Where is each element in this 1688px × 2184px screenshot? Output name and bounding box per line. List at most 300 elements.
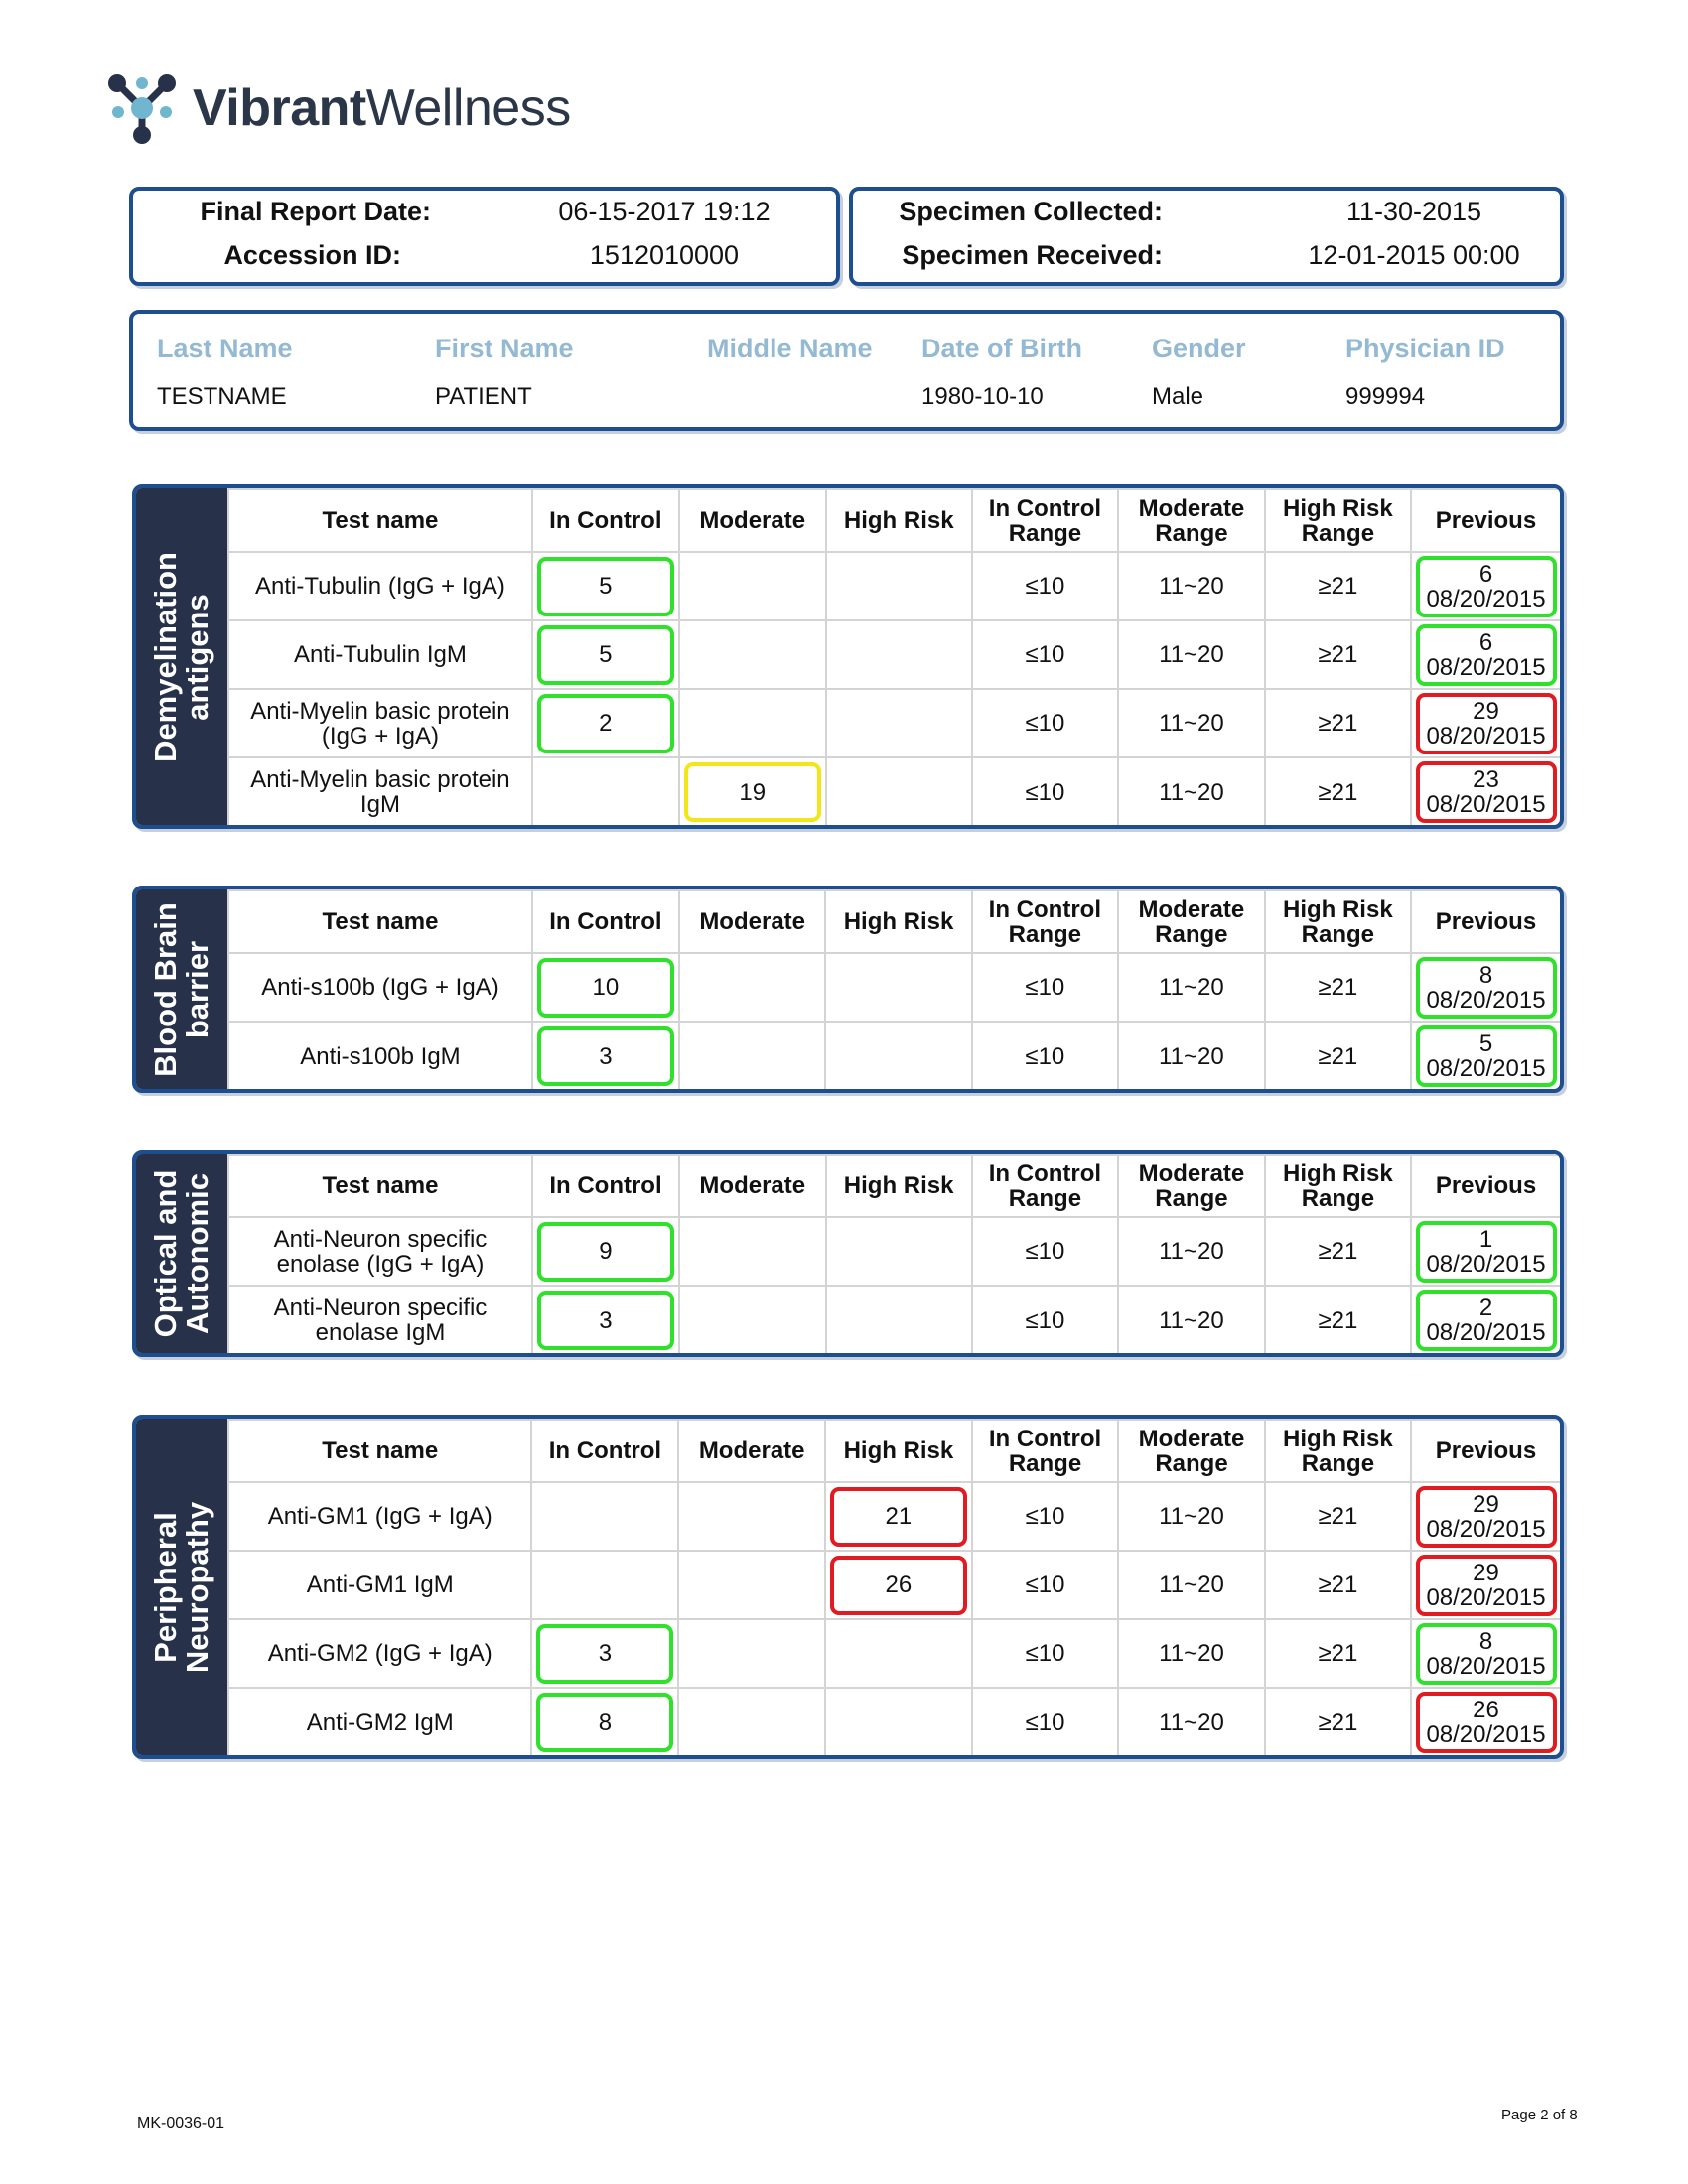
gender-header: Gender bbox=[1152, 334, 1246, 363]
header-in-control-text: In Control bbox=[549, 908, 662, 935]
previous-date: 08/20/2015 bbox=[1426, 1250, 1546, 1278]
high-risk-range-cell-text: ≥21 bbox=[1318, 573, 1358, 600]
panel-category-sidebar bbox=[136, 1154, 227, 1353]
moderate-range-cell bbox=[1118, 757, 1265, 826]
panel-title-line1: Demyelination bbox=[148, 551, 183, 762]
in-control-range-cell bbox=[972, 1217, 1118, 1286]
previous-date: 08/20/2015 bbox=[1426, 1652, 1546, 1680]
panel-category-sidebar bbox=[136, 1419, 227, 1755]
high-risk-range-cell bbox=[1265, 1688, 1411, 1756]
table-row bbox=[228, 552, 1560, 620]
moderate-cell bbox=[679, 552, 826, 620]
high-risk-cell bbox=[825, 1022, 971, 1090]
high-risk-cell bbox=[826, 689, 972, 757]
in-control-cell bbox=[532, 1286, 679, 1354]
table-row bbox=[228, 689, 1560, 757]
in-control-range-cell-text: ≤10 bbox=[1025, 641, 1065, 668]
result-value-box bbox=[684, 762, 821, 822]
previous-result-box bbox=[1416, 1555, 1557, 1616]
moderate-range-cell-text: 11~20 bbox=[1159, 1640, 1224, 1667]
logo-mark-icon bbox=[105, 71, 179, 145]
result-value: 21 bbox=[885, 1503, 913, 1530]
result-value: 3 bbox=[599, 1042, 613, 1070]
moderate-cell bbox=[679, 620, 826, 689]
header-high-risk-range-text: Range bbox=[1301, 1184, 1375, 1212]
header-in-control-range bbox=[972, 489, 1118, 552]
previous-date: 08/20/2015 bbox=[1426, 585, 1546, 613]
previous-cell bbox=[1411, 552, 1560, 620]
results-table bbox=[227, 1419, 1560, 1756]
brand-name: VibrantWellness bbox=[193, 79, 571, 137]
test-name-line1: Anti-Tubulin (IgG + IgA) bbox=[254, 573, 505, 600]
high-risk-cell bbox=[825, 1551, 972, 1619]
previous-cell bbox=[1411, 1619, 1560, 1688]
moderate-range-cell bbox=[1118, 1286, 1265, 1354]
result-value: 8 bbox=[598, 1708, 613, 1736]
table-row bbox=[228, 620, 1560, 689]
results-table bbox=[227, 1154, 1560, 1354]
panel-title-line2: barrier bbox=[180, 940, 214, 1038]
in-control-cell bbox=[532, 1217, 679, 1286]
test-name-line1: Anti-Neuron specific bbox=[273, 1225, 488, 1253]
moderate-range-cell bbox=[1118, 689, 1265, 757]
test-name-cell bbox=[228, 620, 532, 689]
moderate-cell bbox=[679, 689, 826, 757]
result-value-box bbox=[537, 625, 674, 685]
header-moderate-text: Moderate bbox=[699, 507, 806, 534]
results-table bbox=[227, 889, 1560, 1090]
previous-result-box bbox=[1416, 957, 1557, 1019]
previous-date: 08/20/2015 bbox=[1426, 1583, 1546, 1611]
header-previous bbox=[1411, 890, 1560, 953]
result-value: 2 bbox=[599, 710, 613, 737]
panel-title-line2: antigens bbox=[180, 593, 214, 721]
header-in-control-range-text: In Control bbox=[988, 1425, 1102, 1452]
in-control-cell bbox=[532, 757, 679, 826]
previous-result-box bbox=[1416, 1486, 1557, 1548]
panel-category-title bbox=[150, 1501, 213, 1672]
header-in-control-range-text: Range bbox=[1008, 519, 1082, 547]
previous-value: 2 bbox=[1478, 1295, 1493, 1321]
header-moderate-range-text: Range bbox=[1155, 1449, 1228, 1477]
last-name-value: TESTNAME bbox=[157, 383, 287, 410]
previous-cell bbox=[1411, 1217, 1560, 1286]
panel-category-title bbox=[150, 1169, 213, 1337]
header-previous-text: Previous bbox=[1435, 507, 1537, 534]
in-control-range-cell bbox=[972, 689, 1118, 757]
high-risk-range-cell bbox=[1265, 552, 1411, 620]
in-control-range-cell-text: ≤10 bbox=[1025, 1640, 1065, 1667]
moderate-range-cell-text: 11~20 bbox=[1159, 1238, 1224, 1265]
result-value: 26 bbox=[885, 1571, 913, 1598]
header-high-risk-range-text: High Risk bbox=[1283, 1160, 1393, 1187]
test-name-line1: Anti-GM1 IgM bbox=[306, 1571, 454, 1598]
panel-title-line1: Optical and bbox=[148, 1169, 183, 1337]
accession-id-value: 1512010000 bbox=[589, 240, 740, 270]
table-header-row bbox=[228, 1420, 1560, 1482]
header-previous bbox=[1411, 1420, 1560, 1482]
result-value-box bbox=[537, 1026, 674, 1086]
physician-id-value: 999994 bbox=[1345, 383, 1426, 410]
previous-cell bbox=[1411, 1482, 1560, 1551]
results-table bbox=[227, 488, 1560, 826]
date-of-birth-value: 1980-10-10 bbox=[921, 383, 1044, 410]
page-number: Page 2 of 8 bbox=[1501, 2107, 1578, 2123]
header-in-control bbox=[532, 1155, 679, 1217]
moderate-range-cell-text: 11~20 bbox=[1159, 641, 1224, 668]
test-name-line1: Anti-GM2 IgM bbox=[306, 1708, 454, 1736]
results-panel bbox=[132, 886, 1564, 1093]
header-high-risk bbox=[825, 890, 971, 953]
moderate-cell bbox=[679, 1217, 826, 1286]
in-control-cell bbox=[532, 953, 679, 1022]
moderate-range-cell bbox=[1118, 552, 1265, 620]
moderate-cell bbox=[679, 953, 826, 1022]
result-value-box bbox=[537, 1222, 674, 1282]
in-control-range-cell-text: ≤10 bbox=[1025, 1571, 1065, 1598]
header-moderate bbox=[679, 1155, 826, 1217]
header-previous bbox=[1411, 489, 1560, 552]
in-control-cell bbox=[532, 620, 679, 689]
previous-value: 1 bbox=[1478, 1225, 1493, 1253]
moderate-cell bbox=[679, 1022, 826, 1090]
moderate-range-cell-text: 11~20 bbox=[1159, 1571, 1224, 1598]
previous-date: 08/20/2015 bbox=[1426, 1319, 1546, 1346]
in-control-range-cell bbox=[972, 1619, 1118, 1688]
high-risk-range-cell bbox=[1265, 620, 1411, 689]
result-value: 3 bbox=[599, 1306, 613, 1334]
header-in-control-range-text: In Control bbox=[988, 494, 1102, 522]
header-high-risk-range-text: High Risk bbox=[1283, 1425, 1393, 1452]
moderate-cell bbox=[678, 1619, 825, 1688]
previous-date: 08/20/2015 bbox=[1426, 1721, 1546, 1748]
specimen-info-box bbox=[849, 187, 1564, 286]
header-in-control-range bbox=[972, 890, 1118, 953]
moderate-range-cell-text: 11~20 bbox=[1159, 710, 1224, 737]
in-control-cell bbox=[531, 1619, 678, 1688]
moderate-range-cell-text: 11~20 bbox=[1159, 778, 1224, 806]
panel-category-sidebar bbox=[136, 889, 227, 1089]
in-control-range-cell-text: ≤10 bbox=[1025, 1503, 1065, 1530]
header-in-control-text: In Control bbox=[549, 1172, 662, 1199]
test-name-line1: Anti-GM2 (IgG + IgA) bbox=[267, 1640, 492, 1667]
high-risk-range-cell bbox=[1265, 1551, 1411, 1619]
high-risk-range-cell bbox=[1265, 757, 1411, 826]
panel-title-line2: Neuropathy bbox=[180, 1501, 214, 1673]
header-moderate bbox=[679, 890, 826, 953]
panel-category-title bbox=[150, 902, 213, 1077]
previous-value: 29 bbox=[1473, 697, 1499, 725]
test-name-line2: enolase (IgG + IgA) bbox=[276, 1250, 485, 1278]
high-risk-range-cell bbox=[1265, 1286, 1411, 1354]
header-moderate-range bbox=[1118, 890, 1265, 953]
header-in-control-range-text: In Control bbox=[988, 895, 1101, 923]
header-high-risk-range bbox=[1265, 1420, 1411, 1482]
results-panel bbox=[132, 1415, 1564, 1759]
previous-value: 6 bbox=[1478, 560, 1493, 588]
header-high-risk-range bbox=[1265, 1155, 1411, 1217]
header-in-control-range-text: Range bbox=[1008, 1449, 1082, 1477]
table-row bbox=[228, 1619, 1560, 1688]
previous-result-box bbox=[1416, 556, 1557, 617]
previous-result-box bbox=[1416, 1692, 1557, 1753]
header-in-control-text: In Control bbox=[549, 507, 662, 534]
previous-cell bbox=[1411, 757, 1560, 826]
header-in-control bbox=[531, 1420, 678, 1482]
final-report-date-label: Final Report Date: bbox=[200, 197, 431, 226]
test-name-cell bbox=[228, 552, 532, 620]
previous-value: 29 bbox=[1473, 1490, 1499, 1518]
high-risk-cell bbox=[825, 1619, 972, 1688]
high-risk-cell bbox=[826, 620, 972, 689]
header-high-risk bbox=[826, 1155, 972, 1217]
high-risk-range-cell-text: ≥21 bbox=[1318, 641, 1358, 668]
first-name-value: PATIENT bbox=[435, 383, 532, 410]
header-high-risk-range-text: Range bbox=[1301, 920, 1375, 948]
first-name-header: First Name bbox=[435, 334, 574, 363]
high-risk-range-cell bbox=[1265, 1022, 1411, 1090]
middle-name-header: Middle Name bbox=[707, 334, 873, 363]
header-previous-text: Previous bbox=[1435, 1437, 1537, 1464]
moderate-range-cell bbox=[1118, 1551, 1265, 1619]
previous-date: 08/20/2015 bbox=[1426, 722, 1546, 750]
specimen-collected-label: Specimen Collected: bbox=[899, 197, 1163, 226]
previous-cell bbox=[1411, 953, 1560, 1022]
in-control-range-cell bbox=[972, 1286, 1118, 1354]
table-header-row bbox=[228, 1155, 1560, 1217]
high-risk-range-cell bbox=[1265, 1619, 1411, 1688]
header-in-control-range-text: In Control bbox=[988, 1160, 1102, 1187]
result-value: 9 bbox=[599, 1238, 613, 1265]
in-control-range-cell bbox=[972, 1688, 1118, 1756]
test-name-cell bbox=[228, 757, 532, 826]
header-moderate-text: Moderate bbox=[699, 1172, 806, 1199]
moderate-cell bbox=[679, 1286, 826, 1354]
header-in-control-text: In Control bbox=[548, 1437, 662, 1464]
high-risk-range-cell bbox=[1265, 689, 1411, 757]
header-in-control-range-text: Range bbox=[1008, 920, 1081, 948]
header-in-control-range bbox=[972, 1420, 1118, 1482]
header-in-control-range-text: Range bbox=[1008, 1184, 1082, 1212]
panel-title-line1: Blood Brain bbox=[148, 901, 183, 1077]
result-value-box bbox=[830, 1487, 967, 1547]
header-previous-text: Previous bbox=[1435, 908, 1537, 935]
test-name-line2: IgM bbox=[359, 791, 400, 818]
previous-cell bbox=[1411, 1551, 1560, 1619]
header-moderate-range-text: Moderate bbox=[1138, 494, 1245, 522]
table-row bbox=[228, 953, 1560, 1022]
result-value: 10 bbox=[592, 974, 620, 1001]
high-risk-range-cell-text: ≥21 bbox=[1318, 1042, 1358, 1070]
header-high-risk-text: High Risk bbox=[843, 1172, 954, 1199]
in-control-cell bbox=[532, 1022, 679, 1090]
in-control-range-cell-text: ≤10 bbox=[1025, 1708, 1065, 1736]
test-name-cell bbox=[228, 953, 532, 1022]
in-control-range-cell bbox=[972, 552, 1118, 620]
header-test-name-text: Test name bbox=[322, 908, 439, 935]
in-control-range-cell bbox=[972, 1022, 1118, 1090]
high-risk-range-cell-text: ≥21 bbox=[1318, 1306, 1358, 1334]
previous-cell bbox=[1411, 689, 1560, 757]
report-info-box bbox=[129, 187, 840, 286]
result-value-box bbox=[536, 1624, 673, 1684]
test-name-line1: Anti-Neuron specific bbox=[273, 1295, 488, 1321]
high-risk-cell bbox=[826, 1286, 972, 1354]
previous-date: 08/20/2015 bbox=[1426, 1515, 1546, 1543]
result-value-box bbox=[830, 1556, 967, 1615]
test-name-cell bbox=[228, 1482, 531, 1551]
header-moderate-range-text: Moderate bbox=[1138, 895, 1245, 923]
specimen-collected-value: 11-30-2015 bbox=[1345, 197, 1482, 226]
moderate-range-cell bbox=[1118, 1619, 1265, 1688]
test-name-line1: Anti-Tubulin IgM bbox=[294, 641, 467, 668]
moderate-range-cell-text: 11~20 bbox=[1159, 1708, 1224, 1736]
previous-cell bbox=[1411, 1688, 1560, 1756]
previous-value: 5 bbox=[1478, 1030, 1493, 1057]
test-name-cell bbox=[228, 1619, 531, 1688]
moderate-range-cell-text: 11~20 bbox=[1159, 573, 1224, 600]
previous-value: 23 bbox=[1473, 766, 1499, 793]
result-value-box bbox=[536, 1693, 673, 1752]
header-test-name bbox=[228, 1420, 531, 1482]
date-of-birth-header: Date of Birth bbox=[921, 334, 1082, 363]
previous-result-box bbox=[1416, 1623, 1557, 1685]
in-control-range-cell-text: ≤10 bbox=[1025, 974, 1065, 1001]
specimen-received-label: Specimen Received: bbox=[902, 240, 1163, 270]
in-control-range-cell bbox=[972, 953, 1118, 1022]
header-moderate-range-text: Range bbox=[1155, 519, 1228, 547]
header-moderate-range-text: Range bbox=[1155, 1184, 1228, 1212]
previous-result-box bbox=[1416, 624, 1557, 686]
header-high-risk-range bbox=[1265, 489, 1411, 552]
test-name-cell bbox=[228, 1551, 531, 1619]
moderate-range-cell bbox=[1118, 1688, 1265, 1756]
previous-date: 08/20/2015 bbox=[1426, 791, 1546, 818]
header-moderate bbox=[679, 489, 826, 552]
in-control-range-cell bbox=[972, 1482, 1118, 1551]
moderate-range-cell bbox=[1118, 953, 1265, 1022]
header-previous-text: Previous bbox=[1435, 1172, 1537, 1199]
previous-value: 29 bbox=[1473, 1559, 1499, 1586]
result-value: 3 bbox=[598, 1640, 613, 1667]
header-test-name bbox=[228, 489, 532, 552]
header-moderate-range bbox=[1118, 1420, 1265, 1482]
accession-id-label: Accession ID: bbox=[223, 240, 401, 270]
header-moderate-range bbox=[1118, 1155, 1265, 1217]
high-risk-range-cell bbox=[1265, 1217, 1411, 1286]
in-control-range-cell-text: ≤10 bbox=[1025, 573, 1065, 600]
previous-result-box bbox=[1416, 1025, 1557, 1087]
table-row bbox=[228, 1022, 1560, 1090]
test-name-line1: Anti-GM1 (IgG + IgA) bbox=[267, 1503, 492, 1530]
previous-result-box bbox=[1416, 1221, 1557, 1283]
header-high-risk-range-text: High Risk bbox=[1282, 895, 1393, 923]
panel-category-sidebar bbox=[136, 488, 227, 825]
test-name-cell bbox=[228, 1217, 532, 1286]
in-control-range-cell bbox=[972, 757, 1118, 826]
header-high-risk-text: High Risk bbox=[843, 908, 954, 935]
test-name-line1: Anti-s100b IgM bbox=[300, 1042, 461, 1070]
header-high-risk bbox=[826, 489, 972, 552]
test-name-cell bbox=[228, 689, 532, 757]
moderate-range-cell bbox=[1118, 1217, 1265, 1286]
header-test-name-text: Test name bbox=[322, 1172, 439, 1199]
in-control-range-cell bbox=[972, 620, 1118, 689]
panel-title-line1: Peripheral bbox=[148, 1511, 183, 1663]
header-moderate-range bbox=[1118, 489, 1265, 552]
high-risk-range-cell-text: ≥21 bbox=[1318, 778, 1358, 806]
previous-cell bbox=[1411, 1286, 1560, 1354]
previous-cell bbox=[1411, 620, 1560, 689]
results-panel bbox=[132, 484, 1564, 829]
header-moderate-range-text: Range bbox=[1155, 920, 1228, 948]
header-high-risk bbox=[825, 1420, 972, 1482]
result-value: 5 bbox=[599, 641, 613, 668]
header-high-risk-range-text: Range bbox=[1301, 519, 1375, 547]
moderate-range-cell-text: 11~20 bbox=[1159, 1306, 1224, 1334]
header-high-risk-range-text: High Risk bbox=[1283, 494, 1393, 522]
in-control-range-cell-text: ≤10 bbox=[1025, 1238, 1065, 1265]
panel-category-title bbox=[150, 552, 213, 762]
panel-title-line2: Autonomic bbox=[180, 1172, 214, 1334]
header-previous bbox=[1411, 1155, 1560, 1217]
moderate-cell bbox=[678, 1482, 825, 1551]
header-in-control bbox=[532, 890, 679, 953]
in-control-range-cell-text: ≤10 bbox=[1025, 1306, 1065, 1334]
high-risk-range-cell-text: ≥21 bbox=[1318, 1708, 1358, 1736]
table-row bbox=[228, 1551, 1560, 1619]
previous-result-box bbox=[1416, 761, 1557, 823]
physician-id-header: Physician ID bbox=[1345, 334, 1505, 363]
table-row bbox=[228, 1217, 1560, 1286]
previous-value: 8 bbox=[1478, 1627, 1493, 1655]
high-risk-range-cell bbox=[1265, 1482, 1411, 1551]
in-control-cell bbox=[532, 689, 679, 757]
header-moderate-range-text: Moderate bbox=[1138, 1160, 1245, 1187]
in-control-range-cell bbox=[972, 1551, 1118, 1619]
header-high-risk-range bbox=[1265, 890, 1411, 953]
header-high-risk-range-text: Range bbox=[1301, 1449, 1375, 1477]
vibrant-wellness-logo bbox=[105, 71, 571, 145]
test-name-line1: Anti-Myelin basic protein bbox=[250, 766, 510, 793]
previous-date: 08/20/2015 bbox=[1426, 1055, 1546, 1082]
gender-value: Male bbox=[1152, 383, 1204, 410]
results-panel bbox=[132, 1150, 1564, 1357]
result-value-box bbox=[537, 557, 674, 616]
header-moderate-text: Moderate bbox=[699, 908, 805, 935]
previous-value: 26 bbox=[1473, 1697, 1499, 1723]
result-value-box bbox=[537, 1291, 674, 1350]
header-moderate-text: Moderate bbox=[698, 1437, 805, 1464]
in-control-cell bbox=[531, 1688, 678, 1756]
moderate-range-cell-text: 11~20 bbox=[1159, 1503, 1224, 1530]
header-moderate bbox=[678, 1420, 825, 1482]
high-risk-range-cell-text: ≥21 bbox=[1318, 974, 1358, 1001]
in-control-cell bbox=[531, 1482, 678, 1551]
specimen-received-value: 12-01-2015 00:00 bbox=[1308, 240, 1520, 270]
header-moderate-range-text: Moderate bbox=[1138, 1425, 1245, 1452]
table-header-row bbox=[228, 890, 1560, 953]
in-control-cell bbox=[531, 1551, 678, 1619]
high-risk-range-cell bbox=[1265, 953, 1411, 1022]
high-risk-range-cell-text: ≥21 bbox=[1318, 1238, 1358, 1265]
moderate-range-cell-text: 11~20 bbox=[1159, 1042, 1224, 1070]
test-name-line1: Anti-s100b (IgG + IgA) bbox=[261, 974, 499, 1001]
moderate-range-cell bbox=[1118, 1022, 1265, 1090]
table-header-row bbox=[228, 489, 1560, 552]
in-control-range-cell-text: ≤10 bbox=[1025, 1042, 1065, 1070]
high-risk-range-cell-text: ≥21 bbox=[1318, 1503, 1358, 1530]
